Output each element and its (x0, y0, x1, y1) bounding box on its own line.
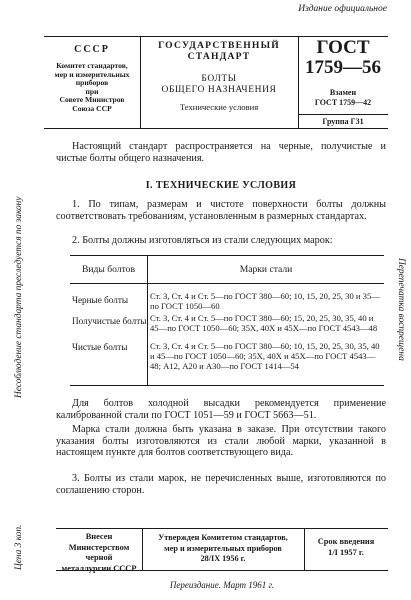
group-code: Группа Г31 (322, 117, 364, 126)
gost-number: 1759—56 (305, 57, 381, 78)
side-price: Цена 3 коп. (14, 524, 24, 570)
table-bottom-rule (70, 385, 384, 386)
paragraph-2: 2. Болты должны изготовляться из стали следующих марок: (72, 235, 333, 246)
table-header-grades: Марки стали (239, 264, 293, 275)
submitted-by: Внесен Министерством черной металлургии СССР (61, 532, 137, 573)
table-header-rule (70, 283, 384, 284)
replaces-note: Взамен ГОСТ 1759—42 (314, 88, 372, 107)
committee-line: при (85, 86, 99, 96)
group-rule (298, 114, 388, 115)
document-subtitle: Технические условия (179, 102, 259, 112)
committee-line: мер и измерительных (54, 69, 130, 79)
committee-block (44, 62, 140, 114)
committee-line: Комитет стандартов, (56, 61, 128, 70)
committee-line: Союза ССР (72, 103, 112, 113)
side-law-note: Несоблюдение стандарта преследуется по закону (14, 196, 24, 398)
header-divider-left (140, 36, 141, 128)
steel-grades-cell: Ст. 3, Ст. 4 и Ст. 5—по ГОСТ 380—60; 10, 15, 20, 25, 30, 35, 40 и 45—по ГОСТ 1050—60; 35Х, 40Х и 45Х—по ГОСТ 4543—48; А12, А20 и А30—по ГОСТ 1414—54 (150, 341, 380, 371)
steel-mark-paragraph: Марка стали должна быть указана в заказе. При отсутствии такого указания болты изготовляются из стали любой марки, указанной в настоящем пункте для болтов соответствующего вида. (56, 424, 386, 459)
bolt-type-cell: Получистые болты (72, 316, 147, 326)
document-title: БОЛТЫ ОБЩЕГО НАЗНАЧЕНИЯ (161, 74, 277, 95)
cold-heading-paragraph: Для болтов холодной высадки рекомендуется применение калиброванной стали по ГОСТ 1051—59 и ГОСТ 5663—51. (56, 398, 386, 421)
effective-date: Срок введения 1/I 1957 г. (317, 537, 375, 557)
side-reprint-note: Перепечатка воспрещена (396, 258, 406, 361)
edition-note: Издание официальное (298, 4, 387, 14)
paragraph-3: 3. Болты из стали марок, не перечисленных выше, изготовляются по соглашению сторон. (56, 473, 386, 496)
approved-by: Утвержден Комитетом стандартов, мер и измерительных приборов 28/IX 1956 г. (158, 533, 288, 563)
country-name: СССР (74, 44, 110, 55)
standard-type: ГОСУДАРСТВЕННЫЙ СТАНДАРТ (158, 40, 280, 62)
section-title: I. ТЕХНИЧЕСКИЕ УСЛОВИЯ (145, 180, 297, 191)
steel-grades-cell: Ст. 3, Ст. 4 и Ст. 5—по ГОСТ 380—60; 10, 15, 20, 25, 30 и 35—по ГОСТ 1050—60 (150, 291, 380, 311)
bolt-type-cell: Чистые болты (72, 342, 128, 352)
bolt-type-cell: Черные болты (72, 295, 129, 305)
footer-top-rule (56, 528, 388, 529)
intro-paragraph: Настоящий стандарт распространяется на черные, получистые и чистые болты общего назначения. (56, 141, 386, 164)
committee-line: Совете Министров (59, 95, 125, 105)
committee-line: приборов (75, 78, 109, 88)
reissue-note: Переиздание. Март 1961 г. (169, 580, 275, 590)
gost-label: ГОСТ (316, 37, 370, 58)
steel-grades-cell: Ст. 3, Ст. 4 и Ст. 5—по ГОСТ 380—60; 15, 20, 25, 30, 35, 40 и 45—по ГОСТ 1050—60; 35Х, 40Х и 45Х—по ГОСТ 4543—48 (150, 313, 378, 333)
table-top-rule (70, 255, 384, 256)
table-header-type: Виды болтов (82, 264, 135, 275)
paragraph-1: 1. По типам, размерам и чистоте поверхности болты должны соответствовать требованиям, установленным в размерных стандартах. (56, 199, 386, 222)
header-bottom-rule (44, 128, 388, 129)
